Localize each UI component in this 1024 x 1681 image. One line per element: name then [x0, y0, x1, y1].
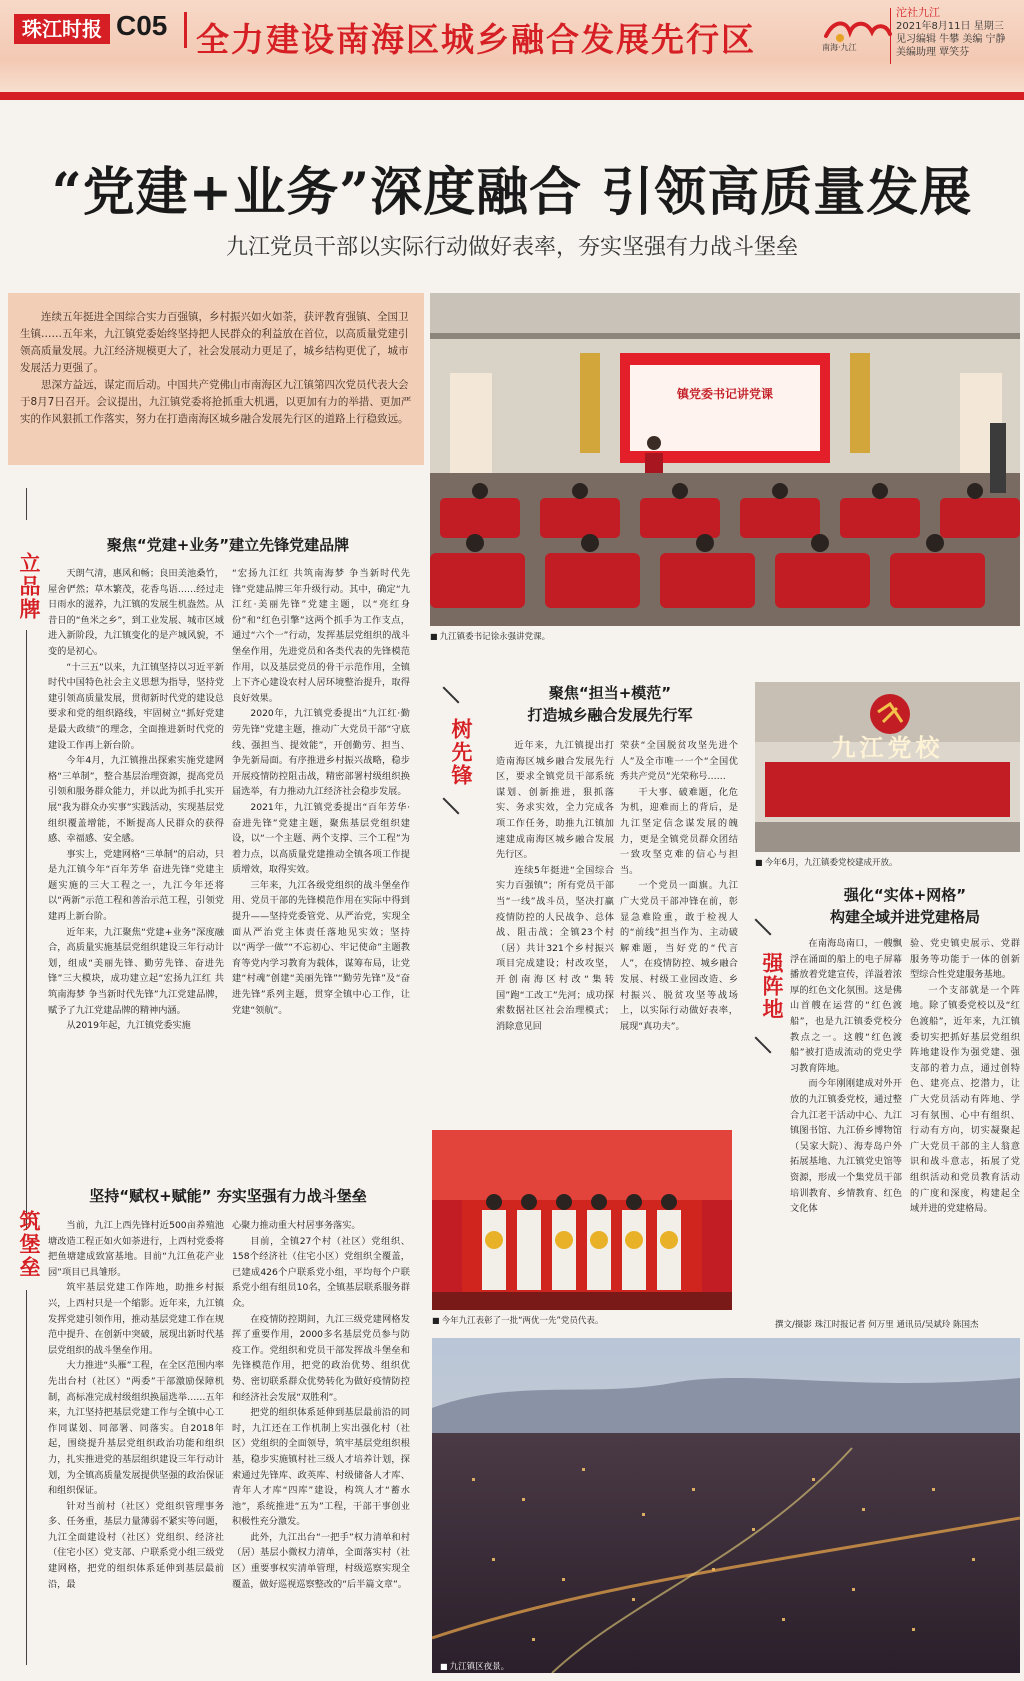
photo-caption: ■ 今年6月，九江镇委党校建成开放。 — [755, 856, 897, 868]
text-column — [910, 936, 1020, 1306]
paragraph: 连续5年挺进“全国综合实力百强镇”；所有党员干部当“一线”战斗员，坚决打赢疫情防控的人民战争、总体战、阻击战；全镇23个村（居）共计321个乡村振兴项目完成建设；村改攻坚，开创南海区村改“集转国”跑“工改工”先河；成功探索数据社区社会治理模式；消除意见回 — [496, 864, 614, 1032]
text-column — [48, 566, 224, 1141]
section-title-s4-line2: 构建全域并进党建格局 — [829, 908, 980, 926]
masthead-divider — [184, 12, 187, 48]
paragraph: 一个党员一面旗。九江广大党员干部冲锋在前，彰显急难险重，敢于检视人的“前线”担当作为、主动破解难题，当好党的“代言人”，在疫情防控、城乡融合发展、村级工业园改造、乡村振兴、脱贫攻坚等战场上，以实际行动做好表率，展现“真功夫”。 — [620, 880, 738, 1032]
photo-caption: ■ 九江镇委书记徐永强讲党课。 — [430, 630, 550, 642]
lede-box — [8, 293, 424, 465]
paragraph: 天朗气清，惠风和畅；良田美池桑竹，屋舍俨然；草木繁茂，花香鸟语……经过走日雨水的滋养，九江镇的发展生机盎然。从昔日的“鱼米之乡”，到工业发展、城市区域进入新阶段，九江镇变化的是产城风貌，不变的是初心。 — [48, 568, 224, 657]
section-label: 树先锋 — [449, 718, 474, 787]
paragraph: 目前，全镇27个村（社区）党组织、158个经济社（住宅小区）党组织全覆盖，已建成426个户联系党小组，平均每个户联系党小组有组员10名，全镇基层联系服务群众。 — [232, 1235, 410, 1309]
lede-paragraph: 连续五年挺进全国综合实力百强镇，乡村振兴如火如荼，获评教育强镇、全国卫生镇……五年来，九江镇党委始终坚持把人民群众的利益放在首位，以高质量党建引领高质量发展。九江经济规模更大了，社会发展动力更足了，城乡结构更优了，城市发展活力更强了。 — [20, 311, 409, 374]
section-rule — [26, 630, 27, 1230]
paragraph: 近年来，九江镇提出打造南海区城乡融合发展先行区，要求全镇党员干部系统谋划、创新推进，狠抓落实、务求实效，全力完成各项工作任务，助推九江镇加速建成南海区城乡融合发展先行区。 — [496, 740, 614, 861]
info-title: 沱社九江 — [896, 6, 940, 19]
byline-credit: 撰文/摄影 珠江时报记者 何万里 通讯员/吴斌玲 陈国杰 — [775, 1320, 979, 1330]
paper-logo: 珠江时报 — [14, 14, 110, 44]
photo-award-ceremony — [432, 1130, 732, 1310]
paragraph: 近年来，九江聚焦“党建+业务”深度融合，高质量实施基层党组织建设三年行动计划，组成“美丽先锋、勤劳先锋、奋进先锋”三大模块，成功建立起“宏扬九江红 共筑南海梦 争当新时代先锋”九江党建品牌，赋予了九江党建品牌的精神内涵。 — [48, 926, 224, 1016]
paragraph: 验、党史镇史展示、党群服务等功能于一体的创新型综合性党建服务基地。 — [910, 938, 1020, 981]
text-column — [620, 738, 738, 1113]
masthead-rule — [0, 92, 1024, 100]
photo-party-lecture — [430, 293, 1020, 626]
paragraph: 当前，九江上西先锋村近500亩养殖池塘改造工程正如火如荼进行，上西村党委将把鱼塘建成致富基地。目前“九江鱼花产业园”项目已具雏形。 — [48, 1220, 224, 1278]
paragraph: 心聚力推动重大村居事务落实。 — [232, 1220, 361, 1231]
paragraph: 此外，九江出台“一把手”权力清单和村（居）基层小微权力清单，全面落实村（社区）重要事权实清单管理，村级巡察实现全覆盖，做好巡视巡察整改的“后半篇文章”。 — [232, 1531, 410, 1590]
photo-caption: ■ 今年九江表彰了一批“两优一先”党员代表。 — [432, 1314, 603, 1326]
text-column — [790, 936, 902, 1306]
lede-paragraph: 思深方益远，谋定而后动。中国共产党佛山市南海区九江镇第四次党员代表大会于8月7日召开。会议提出，九江镇党委将抢抓重大机遇，以更加有力的举措、更加严实的作风狠抓工作落实，努力在打造南海区城乡融合发展先行区的道路上行稳致远。 — [20, 379, 412, 425]
paragraph: 把党的组织体系延伸到基层最前沿的同时，九江还在工作机制上实出强化村（社区）党组织的全面领导，筑牢基层党组织根基，稳步实施镇村社三级人才培养计划，探索通过先锋库、政英库、村级储备人才库、青年人才库“四库”建设，构筑人才“蓄水池”，系统推进“五为”工程，干部干事创业积极性充分激发。 — [232, 1407, 410, 1528]
paragraph: 在疫情防控期间，九江三级党建网格发挥了重要作用，2000多名基层党员参与防疫工作。党组织和党员干部发挥战斗堡垒和先锋模范作用，把党的政治优势、组织优势、密切联系群众优势转化为做好疫情防控和经济社会发展“双胜利”。 — [232, 1313, 410, 1403]
photo-caption: ■ 九江镇区夜景。 — [440, 1660, 509, 1672]
paragraph: “宏扬九江红 共筑南海梦 争当新时代先锋”党建品牌三年升级行动。其中，确定“九江红·美丽先锋”党建主题，以“亮红身份”和“红色引擎”这两个抓手为工作支点，通过“六个一”行动，发挥基层党组织的战斗堡垒作用，先进党员和各类代表的先锋模范作用，以及基层党员的骨干示范作用，全镇上下齐心建设农村人居环境整治提升，取得良好效果。 — [232, 568, 410, 704]
paragraph: 2020年，九江镇党委提出“九江红·勤劳先锋”党建主题，推动广大党员干部“守底线、强担当、提效能”，开创勤劳、担当、争先新局面。有序推进乡村振兴战略，稳步开展疫情防控阻击战，精密部署村级组织换届选举，有力推动九江经济社会稳步发展。 — [232, 708, 410, 798]
text-column — [48, 1218, 224, 1673]
paragraph: “十三五”以来，九江镇坚持以习近平新时代中国特色社会主义思想为指导，坚持党建引领高质量发展，贯彻新时代党的建设总要求和党的组织路线，牢固树立“抓好党建是最大政绩”的理念，全面推进新时代党的建设工作再上新台阶。 — [48, 661, 224, 751]
section-mark — [443, 798, 460, 815]
paragraph: 针对当前村（社区）党组织管理事务多、任务重，基层力量薄弱不紧实等问题，九江全面建设村（社区）党组织、经济社（住宅小区）党支部、户联系党小组三级党建网格，把党的组织体系延伸到基层最前沿，最 — [48, 1500, 224, 1590]
section-mark — [443, 687, 460, 704]
school-sign: 九江党校 — [831, 733, 944, 762]
paragraph: 大力推进“头雁”工程，在全区范围内率先出台村（社区）“两委”干部激励保障机制，高标准完成村级组织换届选举……五年来，九江坚持把基层党建工作与全镇中心工作同谋划、同部署、同落实。自2018年起，围绕提升基层党组织政治功能和组织力，扎实推进党的基层组织建设三年行动计划，为全镇高质量发展提供坚强的政治保证和组织保证。 — [48, 1360, 224, 1497]
screen-title: 镇党委书记讲党课 — [676, 387, 773, 401]
info-assistant: 美编助理 覃笑芬 — [896, 47, 970, 58]
section-title-s4: 强化“实体+网格” — [843, 886, 967, 904]
section-rule — [26, 488, 27, 520]
paragraph: 事实上，党建网格“三单制”的启动，只是九江镇今年“百年芳华 奋进先锋”党建主题实施的三大工程之一，九江今年还将以“两新”示范工程和善治示范工程，引领党建再上新台阶。 — [48, 848, 224, 923]
masthead-separator — [890, 8, 891, 64]
text-column — [232, 566, 410, 1141]
section-title: 全力建设南海区城乡融合发展先行区 — [196, 20, 756, 59]
paragraph: 筑牢基层党建工作阵地，助推乡村振兴，上西村只是一个缩影。近年来，九江镇发挥党建引领作用，推动基层党建工作在规范中提升、在创新中突破，展现出新时代基层党组织的战斗堡垒作用。 — [48, 1282, 224, 1356]
info-editors: 见习编辑 牛攀 美编 宁静 — [896, 34, 1006, 45]
paragraph: 2021年，九江镇党委提出“百年芳华·奋进先锋”党建主题，聚焦基层党组织建设，以“一个主题、两个支撑、三个工程”为着力点，以高质量党建推动全镇各项工作提质增效，取得实效。 — [232, 801, 410, 876]
page-number: C05 — [116, 10, 168, 41]
section-title-s2-line2: 打造城乡融合发展先行军 — [527, 706, 693, 724]
paragraph: 一个支部就是一个阵地。除了镇委党校以及“红色渡船”，近年来，九江镇委切实把抓好基层党组织阵地建设作为强党建、强支部的着力点，通过创特色、建亮点、挖潜力，让广大党员活动有阵地、学习有氛围、心中有组织、行动有方向，切实凝聚起广大党员干部的主人翁意识和战斗意志，拓展了党组织活动和党员教育活动的广度和深度，构建起全域并进的党建格局。 — [910, 984, 1020, 1215]
section-label: 筑堡垒 — [17, 1210, 42, 1279]
paragraph: 在南海岛南口，一艘飘浮在涌面的船上的电子屏幕播放着党建宣传，洋溢着浓厚的红色文化氛围。这是佛山首艘在运营的“红色渡船”，也是九江镇委党校分教点之一。这艘“红色渡船”被打造成流动的党史学习教育阵地。 — [790, 938, 902, 1074]
photo-city-night — [432, 1338, 1020, 1673]
section-mark — [755, 919, 772, 936]
headline: “党建+业务”深度融合 引领高质量发展 — [51, 162, 973, 223]
text-column — [232, 1218, 410, 1673]
section-title-s1: 聚焦“党建+业务”建立先锋党建品牌 — [106, 536, 350, 554]
photo-party-school — [755, 682, 1020, 852]
paragraph: 荣获“全国脱贫攻坚先进个人”及全市唯一一个“全国优秀共产党员”光荣称号…… — [620, 740, 738, 783]
paragraph: 今年4月，九江镇推出探索实施党建网格“三单制”，整合基层治理资源，提高党员引领和服务群众能力，并以此为抓手扎实开展“我为群众办实事”实践活动，实现基层党组织覆盖增能，不断提高人民群众的获得感、幸福感、安全感。 — [48, 755, 224, 845]
paragraph: 而今年刚刚建成对外开放的九江镇委党校，通过整合九江老干活动中心、九江镇图书馆、九江侨乡博物馆（吴家大院）、海寿岛户外拓展基地、九江镇党史馆等资源，形成一个集党员干部培训教育、乡情教育、红色文化体 — [790, 1078, 902, 1215]
paragraph: 从2019年起，九江镇党委实施 — [66, 1020, 191, 1032]
section-title-s3: 坚持“赋权+赋能” 夯实坚强有力战斗堡垒 — [89, 1187, 367, 1205]
logo-caption: 南海·九江 — [822, 43, 857, 52]
text-column — [496, 738, 614, 1113]
section-label: 立品牌 — [17, 552, 42, 621]
paragraph: 干大事、破难题，化危为机，迎难而上的背后，是九江坚定信念谋发展的魄力，更是全镇党员群众团结一致攻坚克难的信心与担当。 — [620, 786, 738, 876]
paragraph: 三年来，九江各级党组织的战斗堡垒作用、党员干部的先锋模范作用在实际中得到提升——坚持党委管党、从严治党，实现全面从严治党主体责任落地见实效；坚持以“两学一做”“不忘初心、牢记使命”主题教育等党内学习教育为载体，谋筹布局，让党建“村魂”创建“美丽先锋”“勤劳先锋”及“奋进先锋”系列主题，贯穿全镇中心工作，让党建“领航”。 — [232, 879, 410, 1016]
section-mark — [755, 1037, 772, 1054]
section-rule — [26, 1290, 27, 1665]
subheadline: 九江党员干部以实际行动做好表率，夯实坚强有力战斗堡垒 — [225, 235, 798, 260]
info-date: 2021年8月11日 星期三 — [896, 21, 1004, 32]
section-label: 强阵地 — [760, 952, 785, 1021]
section-title-s2: 聚焦“担当+模范” — [548, 684, 672, 702]
